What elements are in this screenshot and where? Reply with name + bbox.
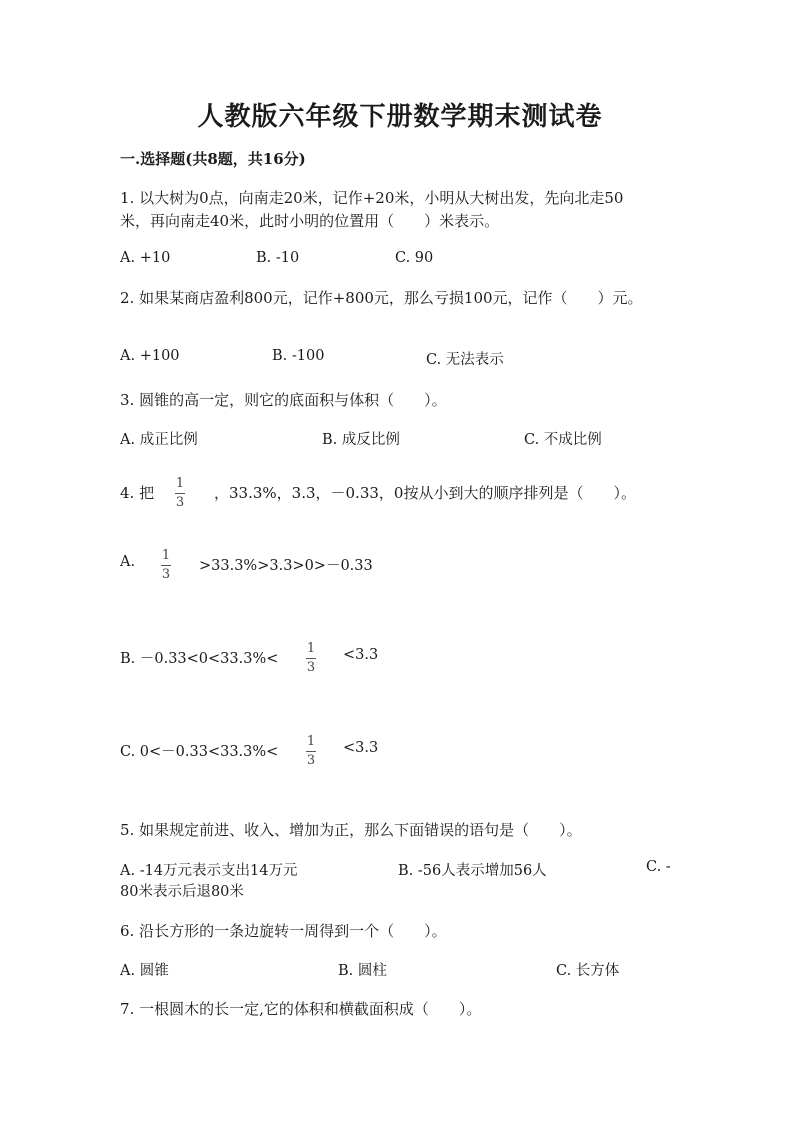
question-4-option-a-text: >33.3%>3.3>0>－0.33 [199,558,373,574]
question-3-text: 3. 圆锥的高一定，则它的底面积与体积（ ）。 [120,391,447,409]
question-1-option-b: B. -10 [256,250,300,266]
question-4-option-b-text: <3.3 [343,647,379,663]
question-5-option-b: B. -56人表示增加56人 [398,863,547,879]
question-6-text: 6. 沿长方形的一条边旋转一周得到一个（ ）。 [120,922,447,940]
question-1-option-a: A. +10 [120,250,171,266]
fraction-bar [306,751,316,752]
question-5-text: 5. 如果规定前进、收入、增加为正，那么下面错误的语句是（ ）。 [120,821,582,839]
section-heading: 一.选择题(共8题，共16分) [120,150,306,168]
question-3-option-c: C. 不成比例 [524,432,602,448]
fraction-numerator: 1 [306,734,316,749]
question-4-option-b-label: B. －0.33<0<33.3%< [120,651,279,667]
fraction-denominator: 3 [306,660,316,675]
fraction-denominator: 3 [306,753,316,768]
question-5-option-a: A. -14万元表示支出14万元 [120,863,298,879]
question-4-option-a-label: A. [120,554,136,570]
question-1-line-1: 1. 以大树为0点，向南走20米，记作+20米，小明从大树出发，先向北走50 [120,189,624,207]
page-title: 人教版六年级下册数学期末测试卷 [197,102,603,132]
fraction-denominator: 3 [161,567,171,582]
question-5-option-c-wrap: 80米表示后退80米 [120,884,244,900]
question-1-line-2: 米，再向南走40米，此时小明的位置用（ ）米表示。 [120,212,500,230]
question-1-option-c: C. 90 [395,250,434,266]
fraction-denominator: 3 [175,495,185,510]
question-4-option-c-text: <3.3 [343,740,379,756]
question-6-option-a: A. 圆锥 [120,963,169,979]
question-4-option-c-fraction [306,735,316,768]
question-7-text: 7. 一根圆木的长一定,它的体积和横截面积成（ ）。 [120,1000,482,1018]
fraction-numerator: 1 [161,548,171,563]
question-4-option-a-fraction [161,549,171,582]
fraction-bar [306,658,316,659]
question-3-option-a: A. 成正比例 [120,432,198,448]
question-5-option-c: C. - [646,859,671,875]
fraction-bar [161,565,171,566]
question-2-option-a: A. +100 [120,348,180,364]
question-6-option-b: B. 圆柱 [338,963,387,979]
question-4-fraction [175,477,185,510]
question-3-option-b: B. 成反比例 [322,432,400,448]
question-4-suffix: ，33.3%，3.3，－0.33，0按从小到大的顺序排列是（ ）。 [214,484,636,502]
question-4-option-c-label: C. 0<－0.33<33.3%< [120,744,279,760]
question-6-option-c: C. 长方体 [556,963,620,979]
question-2-option-b: B. -100 [272,348,325,364]
question-2-text: 2. 如果某商店盈利800元，记作+800元，那么亏损100元，记作（ ）元。 [120,289,643,307]
fraction-numerator: 1 [306,641,316,656]
question-4-prefix: 4. 把 [120,484,155,502]
question-4-option-b-fraction [306,642,316,675]
fraction-bar [175,493,185,494]
question-2-option-c: C. 无法表示 [426,352,504,368]
fraction-numerator: 1 [175,476,185,491]
